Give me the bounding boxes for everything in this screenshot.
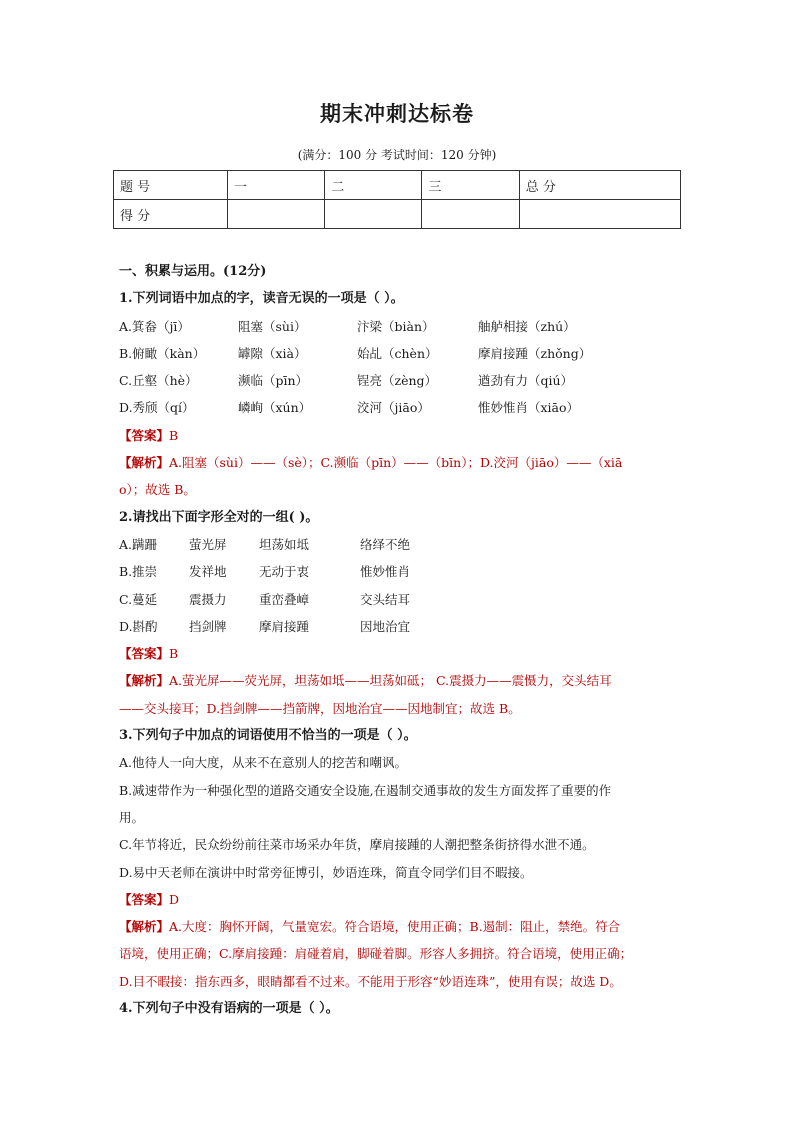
option-item: 嶙峋（xún） xyxy=(238,400,312,416)
question-1-explanation-cont: o）；故选 B。 xyxy=(119,482,196,498)
question-2-option-d xyxy=(119,613,679,640)
answer-tag: 【答案】 xyxy=(119,427,170,443)
question-2-explanation xyxy=(119,667,679,694)
table-cell xyxy=(422,200,519,229)
option-item: 濒临（pīn） xyxy=(238,373,309,389)
option-item: B.推崇 xyxy=(119,564,158,580)
question-3-option-b-cont: 用。 xyxy=(119,809,145,825)
question-3-explanation xyxy=(119,913,679,940)
option-item: 惟妙惟肖 xyxy=(360,564,411,580)
answer-tag: 【答案】 xyxy=(119,646,170,662)
table-row xyxy=(114,200,681,229)
option-item: 惟妙惟肖（xiāo） xyxy=(478,400,580,416)
question-3-option-c: C.年节将近，民众纷纷前往菜市场采办年货，摩肩接踵的人潮把整条街挤得水泄不通。 xyxy=(119,837,595,853)
table-cell: 题 号 xyxy=(114,171,228,200)
explanation-text: A.阻塞（sùi）——（sè）；C.濒临（pīn）——（bīn）；D.洨河（jiāo）——（xiā xyxy=(169,455,623,471)
table-cell xyxy=(228,200,325,229)
option-item: A.蹒跚 xyxy=(119,536,158,552)
score-table xyxy=(113,170,681,229)
answer-value: B xyxy=(169,427,179,443)
option-item: 遒劲有力（qiú） xyxy=(478,373,574,389)
table-row xyxy=(114,171,681,200)
explanation-text: A.大度：胸怀开阔，气量宽宏。符合语境，使用正确；B.遏制：阻止，禁绝。符合 xyxy=(169,919,621,935)
option-item: 因地治宜 xyxy=(360,618,411,634)
option-item: A.箕畚（jī） xyxy=(119,318,190,334)
question-1-explanation xyxy=(119,449,679,476)
option-item: D.秀颀（qí） xyxy=(119,400,195,416)
table-cell xyxy=(519,200,680,229)
answer-tag: 【答案】 xyxy=(119,891,170,907)
exam-info: (满分：100 分 考试时间：120 分钟) xyxy=(297,148,497,162)
question-3-option-a: A.他待人一向大度，从来不在意别人的挖苦和嘲讽。 xyxy=(119,755,408,771)
question-2-explanation-cont: ——交头接耳；D.挡剑牌——挡箭牌，因地治宜——因地制宜；故选 B。 xyxy=(119,700,521,716)
option-item: 交头结耳 xyxy=(360,591,411,607)
question-1-answer xyxy=(119,422,679,449)
table-cell xyxy=(325,200,422,229)
page-title: 期末冲刺达标卷 xyxy=(320,101,474,126)
option-item: 挡剑牌 xyxy=(189,618,227,634)
question-1-option-c xyxy=(119,367,679,394)
question-1-option-b xyxy=(119,340,679,367)
table-cell: 总 分 xyxy=(519,171,680,200)
option-item: B.俯瞰（kàn） xyxy=(119,345,206,361)
question-2-option-b xyxy=(119,558,679,585)
question-3-explanation-cont: 语境，使用正确；C.摩肩接踵：肩碰着肩，脚碰着脚。形容人多拥挤。符合语境，使用正确； xyxy=(119,946,633,962)
question-3-option-b: B.减速带作为一种强化型的道路交通安全设施,在遏制交通事故的发生方面发挥了重要的作 xyxy=(119,782,612,798)
option-item: 罅隙（xià） xyxy=(238,345,307,361)
option-item: C.丘壑（hè） xyxy=(119,373,198,389)
option-item: 阻塞（sùi） xyxy=(238,318,307,334)
table-cell: 二 xyxy=(325,171,422,200)
explanation-tag: 【解析】 xyxy=(119,673,170,689)
question-2-answer xyxy=(119,640,679,667)
section-title: 一、积累与运用。(12分) xyxy=(119,264,267,279)
question-1-option-d xyxy=(119,394,679,421)
answer-value: B xyxy=(169,646,179,662)
question-3-answer xyxy=(119,886,679,913)
explanation-tag: 【解析】 xyxy=(119,919,170,935)
option-item: 始乩（chèn） xyxy=(357,345,438,361)
table-cell: 一 xyxy=(228,171,325,200)
option-item: 重峦叠嶂 xyxy=(259,591,310,607)
question-1-option-a xyxy=(119,313,679,340)
question-2-option-c xyxy=(119,586,679,613)
explanation-text: A.萤光屏——荧光屏，坦荡如坻——坦荡如砥； C.震摄力——震慑力，交头结耳 xyxy=(169,673,612,689)
option-item: 舳舻相接（zhú） xyxy=(478,318,576,334)
explanation-tag: 【解析】 xyxy=(119,455,170,471)
question-3-option-d: D.易中天老师在演讲中时常旁征博引，妙语连珠，简直令同学们目不暇接。 xyxy=(119,864,533,880)
table-cell: 得 分 xyxy=(114,200,228,229)
question-3-explanation-cont2: D.目不暇接：指东西多，眼睛都看不过来。不能用于形容“妙语连珠”，使用有误；故选 D。 xyxy=(119,973,622,989)
option-item: C.蔓延 xyxy=(119,591,158,607)
option-item: 汴梁（biàn） xyxy=(357,318,435,334)
option-item: 震摄力 xyxy=(189,591,227,607)
option-item: 摩肩接踵 xyxy=(259,618,310,634)
table-cell: 三 xyxy=(422,171,519,200)
answer-value: D xyxy=(169,891,180,907)
option-item: 无动于衷 xyxy=(259,564,310,580)
question-1-stem: 1.下列词语中加点的字，读音无误的一项是（ ）。 xyxy=(119,291,404,307)
option-item: 坦荡如坻 xyxy=(259,536,310,552)
option-item: 锃亮（zèng） xyxy=(357,373,438,389)
question-2-stem: 2.请找出下面字形全对的一组( )。 xyxy=(119,509,319,525)
option-item: 萤光屏 xyxy=(189,536,227,552)
option-item: 摩肩接踵（zhǒng） xyxy=(478,345,592,361)
option-item: 洨河（jiāo） xyxy=(357,400,430,416)
exam-content xyxy=(119,258,679,1022)
question-4-stem: 4.下列句子中没有语病的一项是（ ）。 xyxy=(119,1001,339,1017)
option-item: 络绎不绝 xyxy=(360,536,411,552)
option-item: D.斟酌 xyxy=(119,618,158,634)
question-3-stem: 3.下列句子中加点的词语使用不恰当的一项是（ ）。 xyxy=(119,728,417,744)
option-item: 发祥地 xyxy=(189,564,227,580)
question-2-option-a xyxy=(119,531,679,558)
